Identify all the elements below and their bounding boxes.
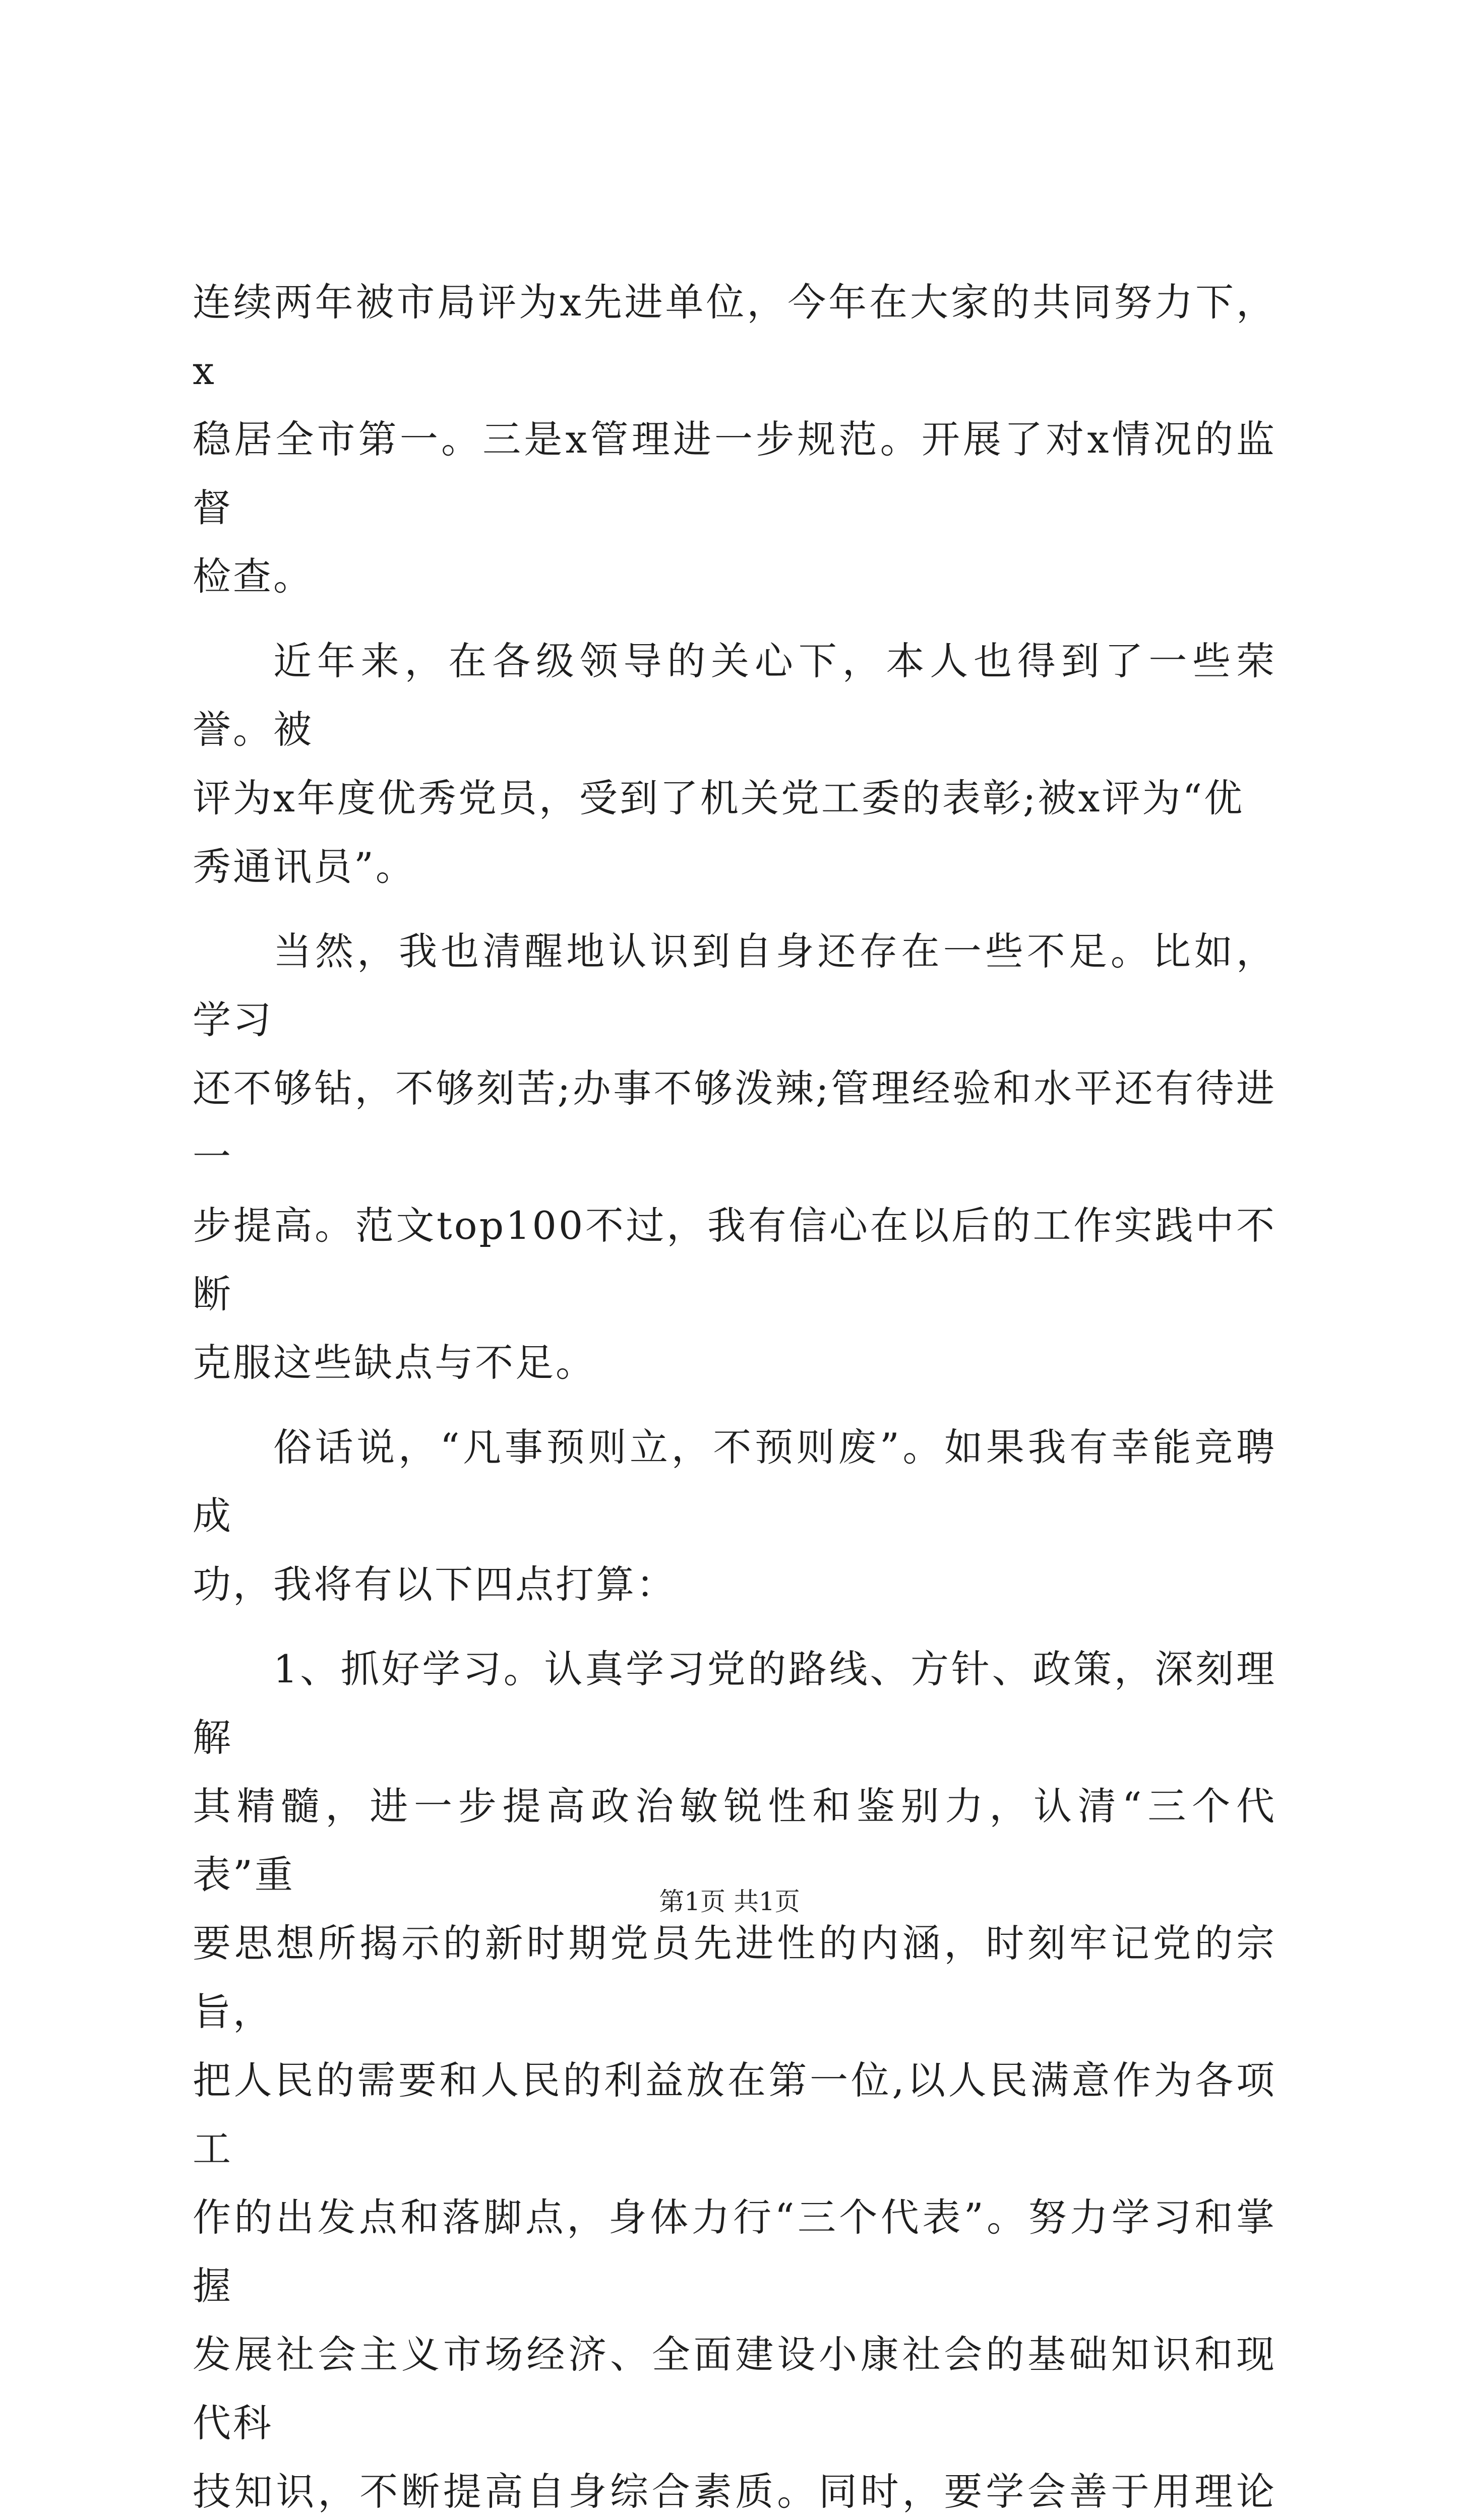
paragraph-4: 俗话说，“凡事预则立，不预则废”。如果我有幸能竞聘成 功，我将有以下四点打算：: [193, 1425, 1276, 1607]
paragraph-1: 连续两年被市局评为x先进单位，今年在大家的共同努力下，x 稳居全市第一。三是x管理进一步规范。开展了对x情况的监督 检查。: [193, 280, 1276, 599]
page-number-footer: 第1页 共1页: [659, 1887, 800, 1916]
paragraph-5: 1、抓好学习。认真学习党的路线、方针、政策，深刻理解 其精髓，进一步提高政治敏锐性和鉴别力，认清“三个代表”重 要思想所揭示的新时期党员先进性的内涵，时刻牢记党的宗旨， 把人民的需要和人民的利益放在第一位,以人民满意作为各项工 作的出发点和落脚点，身体力行“三个代表”。努力学习和掌握 发展社会主义市场经济、全面建设小康社会的基础知识和现代科 技知识，不断提高自身综合素质。同时，要学会善于用理论: [193, 1647, 1276, 2514]
paragraph-2: 近年来，在各级领导的关心下，本人也得到了一些荣誉。被 评为x年度优秀党员，受到了机关党工委的表彰;被x评为“优 秀通讯员”。: [193, 639, 1276, 889]
document-body: [193, 268, 1276, 2520]
paragraph-3: 当然，我也清醒地认识到自身还存在一些不足。比如，学习 还不够钻，不够刻苦;办事不够泼辣;管理经验和水平还有待进一 步提高。范文top100不过，我有信心在以后的工作实践中不断 克服这些缺点与不足。: [193, 929, 1276, 1385]
